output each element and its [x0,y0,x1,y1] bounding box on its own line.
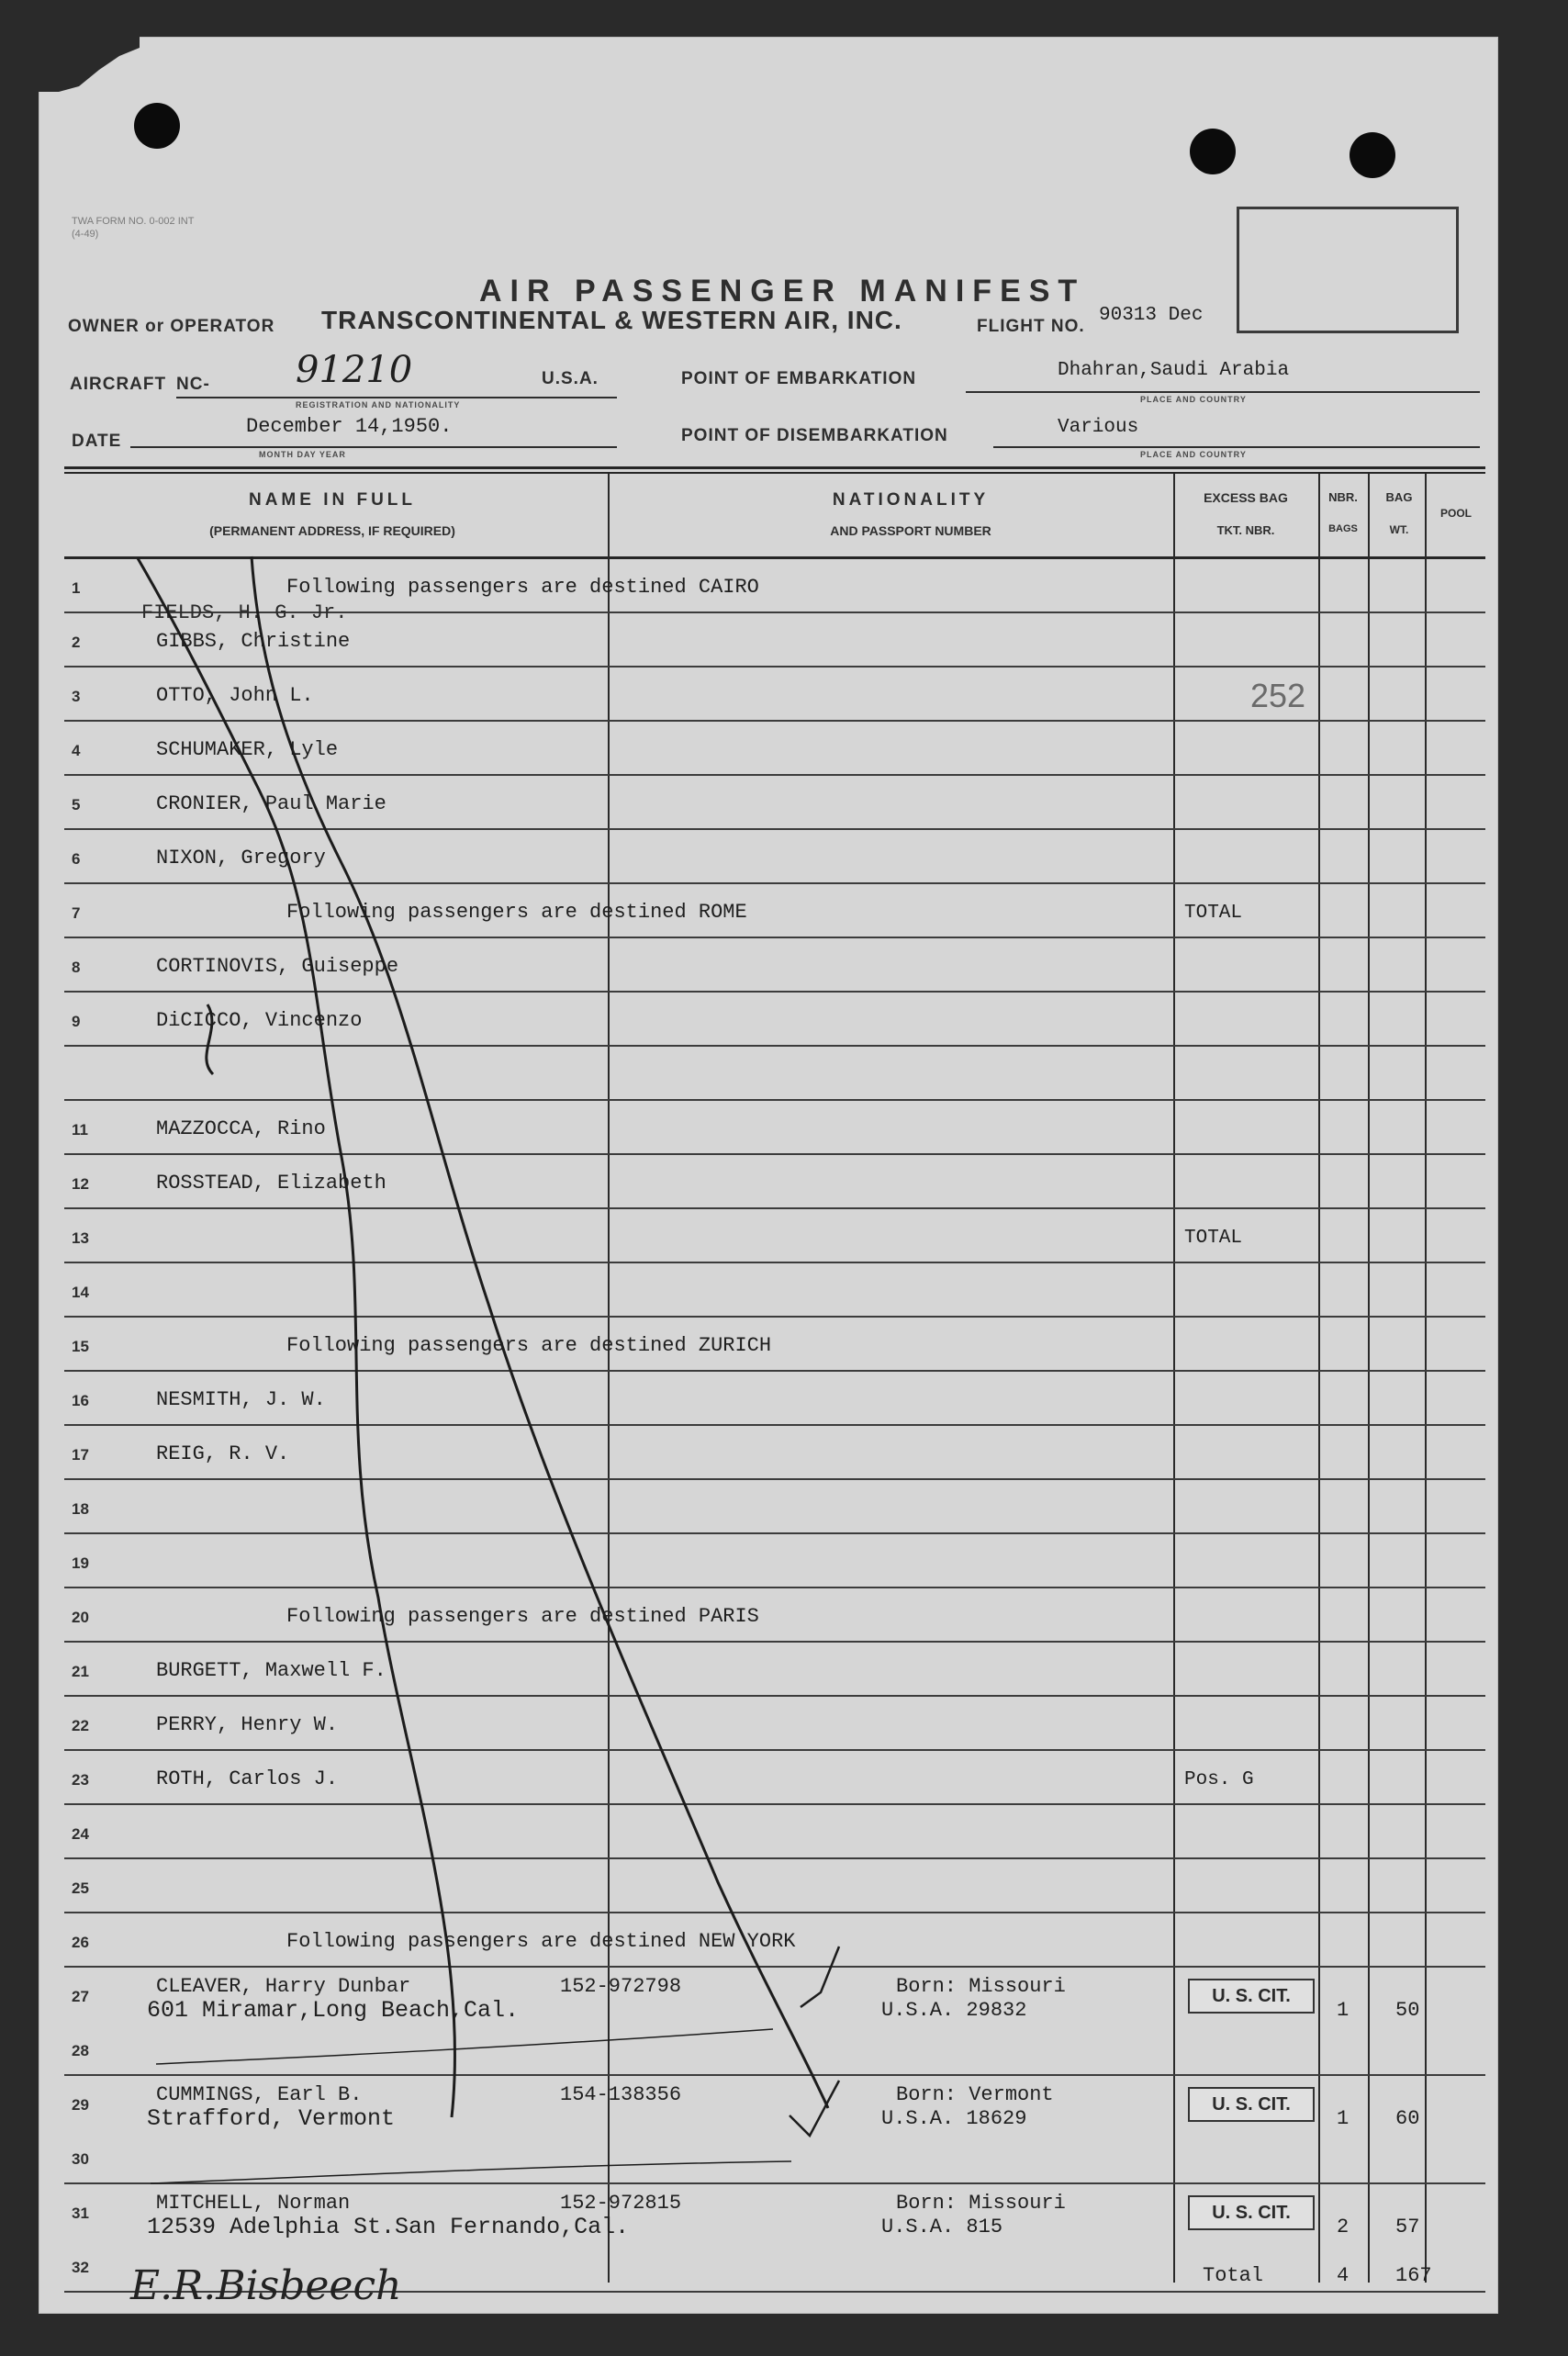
row-number: 15 [72,1338,89,1355]
total-label: Total [1203,2264,1264,2287]
bags-count: 1 [1337,2107,1350,2130]
us-citizen-stamp: U. S. CIT. [1188,2195,1315,2230]
row-name: Following passengers are destined ROME [286,901,747,924]
row-name: GIBBS, Christine [156,630,351,653]
row-number: 12 [72,1175,89,1193]
col-pool: POOL [1439,507,1472,520]
row-number: 29 [72,2096,89,2114]
row-number: 3 [72,688,81,705]
col-excess-title: EXCESS BAG [1204,490,1288,505]
row-excess: TOTAL [1184,1228,1243,1249]
row-number: 28 [72,2042,89,2059]
pen-strike-lines [39,37,1498,2314]
disembark-value: Various [1058,417,1139,438]
col-nat-title: NATIONALITY [832,490,990,510]
row-number: 18 [72,1500,89,1518]
total-bags: 4 [1337,2264,1350,2287]
passport-number: U.S.A. 18629 [881,2107,1027,2130]
aircraft-prefix: NC- [176,375,210,394]
row-number: 32 [72,2259,89,2276]
row-number: 23 [72,1771,89,1789]
aircraft-caption: REGISTRATION AND NATIONALITY [296,400,461,409]
row-name: MAZZOCCA, Rino [156,1117,326,1140]
total-weight: 167 [1395,2264,1432,2287]
passenger-address: Strafford, Vermont [147,2105,396,2132]
embark-caption: PLACE AND COUNTRY [1140,395,1247,404]
ticket-number: 152-972815 [560,2192,682,2215]
bag-weight: 50 [1395,1999,1420,2022]
col-bag-sub: WT. [1389,523,1409,536]
col-excess-sub: TKT. NBR. [1216,523,1275,537]
passenger-name: MITCHELL, Norman [156,2192,351,2215]
aircraft-value: 91210 [296,349,413,391]
row-3-stamp: 252 [1250,677,1306,714]
us-citizen-stamp: U. S. CIT. [1188,2087,1315,2122]
disembark-label: POINT OF DISEMBARKATION [681,426,948,445]
row-name: OTTO, John L. [156,684,314,707]
date-caption: MONTH DAY YEAR [259,450,346,459]
owner-value: TRANSCONTINENTAL & WESTERN AIR, INC. [321,306,902,334]
row-number: 22 [72,1717,89,1734]
passport-number: U.S.A. 815 [881,2216,1003,2238]
aircraft-country: U.S.A. [542,369,599,388]
flight-label: FLIGHT NO. [977,317,1085,336]
row-number: 8 [72,959,81,976]
row-number: 6 [72,850,81,868]
row-name: Following passengers are destined ZURICH [286,1334,772,1357]
row-number: 21 [72,1663,89,1680]
row-1-overprint: FIELDS, H. G. Jr. [141,601,348,624]
row-name: CRONIER, Paul Marie [156,792,386,815]
passenger-address: 12539 Adelphia St.San Fernando,Cal. [147,2214,630,2240]
row-excess: TOTAL [1184,903,1243,924]
us-citizen-stamp: U. S. CIT. [1188,1979,1315,2014]
row-number: 4 [72,742,81,759]
manifest-sheet [39,37,1498,2314]
passenger-name: CUMMINGS, Earl B. [156,2083,363,2106]
row-name: DiCICCO, Vincenzo [156,1009,363,1032]
passenger-name: CLEAVER, Harry Dunbar [156,1975,411,1998]
row-number: 7 [72,904,81,922]
row-number: 13 [72,1229,89,1247]
row-name: ROSSTEAD, Elizabeth [156,1172,386,1195]
row-name: NESMITH, J. W. [156,1388,326,1411]
row-name: NIXON, Gregory [156,847,326,869]
flight-value: 90313 Dec [1099,305,1204,326]
bag-weight: 60 [1395,2107,1420,2130]
col-bag-title: BAG [1385,490,1413,504]
row-name: Following passengers are destined CAIRO [286,576,759,599]
birthplace: Born: Missouri [896,1975,1066,1998]
embark-label: POINT OF EMBARKATION [681,369,917,388]
row-name: PERRY, Henry W. [156,1713,339,1736]
date-value: December 14,1950. [246,415,453,438]
signature: E.R.Bisbeech [130,2262,402,2309]
bag-weight: 57 [1395,2216,1420,2238]
row-excess: Pos. G [1184,1769,1254,1790]
row-number: 14 [72,1284,89,1301]
col-nbr-sub: BAGS [1328,523,1358,534]
disembark-caption: PLACE AND COUNTRY [1140,450,1247,459]
row-number: 27 [72,1988,89,2005]
embark-value: Dhahran,Saudi Arabia [1058,360,1290,381]
row-number: 11 [72,1121,88,1139]
row-name: SCHUMAKER, Lyle [156,738,339,761]
row-name: Following passengers are destined NEW YORK [286,1930,796,1953]
row-number: 1 [72,579,81,597]
row-number: 31 [72,2205,89,2222]
birthplace: Born: Missouri [896,2192,1066,2215]
row-number: 19 [72,1554,89,1572]
ticket-number: 154-138356 [560,2083,682,2106]
ticket-number: 152-972798 [560,1975,682,1998]
page-title: AIR PASSENGER MANIFEST [479,274,1086,309]
row-number: 24 [72,1825,89,1843]
owner-label: OWNER or OPERATOR [68,317,275,336]
col-name-sub: (PERMANENT ADDRESS, IF REQUIRED) [209,523,455,538]
row-name: ROTH, Carlos J. [156,1767,339,1790]
passport-number: U.S.A. 29832 [881,1999,1027,2022]
bags-count: 2 [1337,2216,1350,2238]
row-number: 9 [72,1013,81,1030]
bags-count: 1 [1337,1999,1350,2022]
col-nat-sub: AND PASSPORT NUMBER [830,523,991,538]
row-name: CORTINOVIS, Guiseppe [156,955,399,978]
col-name-title: NAME IN FULL [248,490,417,510]
row-name: Following passengers are destined PARIS [286,1605,759,1628]
row-number: 2 [72,634,81,651]
row-number: 17 [72,1446,89,1464]
row-number: 30 [72,2150,89,2168]
row-number: 16 [72,1392,89,1409]
aircraft-label: AIRCRAFT [70,375,167,394]
row-number: 20 [72,1609,89,1626]
passenger-address: 601 Miramar,Long Beach,Cal. [147,1997,520,2024]
col-nbr-title: NBR. [1328,490,1358,504]
row-number: 5 [72,796,81,813]
date-label: DATE [72,432,122,451]
row-name: BURGETT, Maxwell F. [156,1659,386,1682]
birthplace: Born: Vermont [896,2083,1054,2106]
form-number: TWA FORM NO. 0-002 INT (4-49) [72,216,195,240]
row-number: 26 [72,1934,89,1951]
row-name: REIG, R. V. [156,1442,290,1465]
row-number: 25 [72,1879,89,1897]
